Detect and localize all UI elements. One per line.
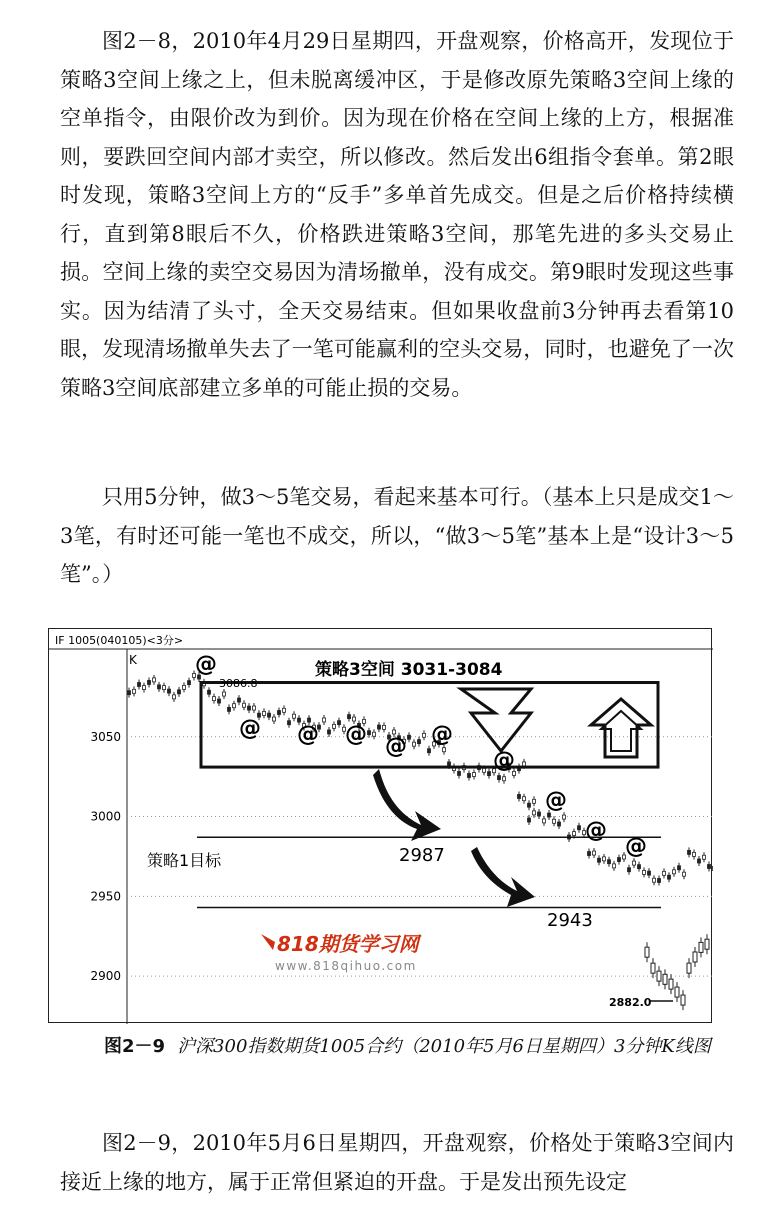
paragraph-3: 图2－9，2010年5月6日星期四，开盘观察，价格处于策略3空间内接近上缘的地方，属于正常但紧迫的开盘。于是发出预先设定 bbox=[60, 1131, 734, 1194]
candle-body bbox=[645, 947, 649, 957]
figure-caption bbox=[60, 1030, 740, 1064]
candle-body bbox=[538, 812, 541, 816]
candle-body bbox=[703, 855, 706, 859]
order-marker: @ bbox=[345, 722, 367, 747]
y-tick-label: 2900 bbox=[90, 969, 121, 984]
candle-body bbox=[218, 699, 221, 703]
candle-body bbox=[138, 682, 141, 686]
candle-body bbox=[148, 680, 151, 684]
candle-body bbox=[153, 678, 156, 682]
paragraph-1: 图2－8，2010年4月29日星期四，开盘观察，价格高开，发现位于策略3空间上缘之上，但未脱离缓冲区，于是修改原先策略3空间上缘的空单指令，由限价改为到价。因为现在价格在空间上缘的上方，根据准则，要跌回空间内部才卖空，所以修改。然后发出6组指令套单。第2眼时发现，策略3空间上方的“反手”多单首先成交。但是之后价格持续横行，直到第8眼后不久，价格跌进策略3空间，那笔先进的多头交易止损。空间上缘的卖空交易因为清场撤单，没有成交。第9眼时发现这些事实。因为结清了头寸，全天交易结束。但如果收盘前3分钟再去看第10眼，发现清场撤单失去了一笔可能赢利的空头交易，同时，也避免了一次策略3空间底部建立多单的可能止损的交易。 bbox=[60, 29, 734, 400]
candle-body bbox=[663, 871, 666, 875]
candle-body bbox=[705, 939, 709, 949]
candle-body bbox=[687, 963, 691, 973]
candle-body bbox=[133, 689, 136, 693]
candle-body bbox=[143, 686, 146, 690]
candle-body bbox=[228, 707, 231, 711]
candle-body bbox=[448, 762, 451, 766]
candle-body bbox=[163, 686, 166, 690]
order-marker: @ bbox=[493, 748, 515, 773]
candle-body bbox=[673, 870, 676, 874]
candle-body bbox=[293, 714, 296, 718]
target-label: 策略1目标 bbox=[147, 851, 222, 870]
candle-body bbox=[563, 815, 566, 819]
kline-chart-figure bbox=[48, 628, 712, 1023]
candle-body bbox=[483, 768, 486, 772]
level-2987-label: 2987 bbox=[399, 845, 445, 866]
order-marker: @ bbox=[625, 834, 647, 859]
candle-body bbox=[248, 706, 251, 710]
candle-body bbox=[588, 852, 591, 856]
candle-body bbox=[208, 690, 211, 694]
candle-body bbox=[263, 711, 266, 715]
curved-arrow-icon bbox=[373, 769, 441, 841]
candle-body bbox=[681, 995, 685, 1005]
candle-body bbox=[188, 681, 191, 685]
candle-body bbox=[713, 866, 714, 870]
candle-body bbox=[353, 717, 356, 721]
candle-body bbox=[578, 826, 581, 830]
candle-body bbox=[613, 864, 616, 868]
candle-body bbox=[158, 685, 161, 689]
candle-body bbox=[348, 715, 351, 719]
k-label: K bbox=[129, 653, 137, 667]
order-marker: @ bbox=[431, 722, 453, 747]
candle-body bbox=[468, 773, 471, 777]
order-marker: @ bbox=[195, 652, 217, 677]
candle-body bbox=[368, 731, 371, 735]
candle-body bbox=[328, 730, 331, 734]
watermark bbox=[261, 932, 423, 973]
candle-body bbox=[213, 697, 216, 701]
candle-body bbox=[708, 865, 711, 869]
candle-body bbox=[168, 689, 171, 693]
candle-body bbox=[413, 742, 416, 746]
candle-body bbox=[543, 819, 546, 823]
order-marker: @ bbox=[297, 722, 319, 747]
candle-body bbox=[338, 721, 341, 725]
kline-chart bbox=[49, 629, 713, 1024]
paragraph-2: 只用5分钟，做3～5笔交易，看起来基本可行。（基本上只是成交1～3笔，有时还可能一笔也不成交，所以，“做3～5笔”基本上是“设计3～5笔”。） bbox=[60, 485, 734, 586]
candle-body bbox=[378, 725, 381, 729]
candle-body bbox=[183, 685, 186, 689]
candle-body bbox=[333, 724, 336, 728]
candle-body bbox=[373, 732, 376, 736]
caption-number: 图2－9 bbox=[104, 1036, 166, 1057]
candle-body bbox=[603, 857, 606, 861]
candle-body bbox=[128, 691, 131, 695]
candle-body bbox=[523, 762, 526, 766]
candle-body bbox=[473, 773, 476, 777]
watermark-url: www.818qihuo.com bbox=[275, 959, 417, 973]
candle-body bbox=[633, 861, 636, 865]
candle-body bbox=[458, 771, 461, 775]
candle-body bbox=[423, 733, 426, 737]
candle-body bbox=[668, 875, 671, 879]
candle-body bbox=[278, 711, 281, 715]
candle-body bbox=[678, 866, 681, 870]
candle-body bbox=[178, 690, 181, 694]
candle-body bbox=[669, 979, 673, 989]
level-2943-label: 2943 bbox=[547, 910, 593, 931]
candle-body bbox=[553, 819, 556, 823]
candle-body bbox=[323, 718, 326, 722]
zone-label: 策略3空间 3031-3084 bbox=[315, 660, 503, 680]
order-marker: @ bbox=[239, 716, 261, 741]
candle-body bbox=[618, 858, 621, 862]
candle-body bbox=[418, 740, 421, 744]
up-arrow-icon bbox=[591, 699, 651, 757]
order-marker: @ bbox=[385, 734, 407, 759]
candle-body bbox=[693, 852, 696, 856]
y-tick-label: 2950 bbox=[90, 889, 121, 904]
candle-body bbox=[573, 832, 576, 836]
y-tick-label: 3000 bbox=[90, 809, 121, 824]
candle-body bbox=[683, 872, 686, 876]
order-marker: @ bbox=[585, 818, 607, 843]
candle-body bbox=[698, 859, 701, 863]
caption-text: 沪深300指数期货1005合约（2010年5月6日星期四）3分钟K线图 bbox=[177, 1036, 711, 1057]
candle-body bbox=[273, 717, 276, 721]
watermark-text: 818期货学习网 bbox=[277, 932, 419, 956]
candle-body bbox=[523, 797, 526, 801]
candle-body bbox=[688, 850, 691, 854]
candle-body bbox=[383, 725, 386, 729]
watermark-logo-icon bbox=[261, 934, 275, 950]
candle-body bbox=[268, 713, 271, 717]
candle-body bbox=[653, 878, 656, 882]
candle-body bbox=[503, 777, 506, 781]
low-label: 2882.0 bbox=[609, 996, 652, 1009]
candle-body bbox=[238, 698, 241, 702]
candle-body bbox=[651, 963, 655, 973]
candle-body bbox=[498, 776, 501, 780]
candle-body bbox=[283, 708, 286, 712]
order-marker: @ bbox=[545, 788, 567, 813]
candle-body bbox=[593, 851, 596, 855]
y-tick-label: 3050 bbox=[90, 729, 121, 744]
candle-body bbox=[428, 749, 431, 753]
candle-body bbox=[533, 811, 536, 815]
candle-body bbox=[408, 735, 411, 739]
high-label: 3086.8 bbox=[219, 677, 258, 690]
curved-arrow-icon bbox=[471, 847, 535, 907]
chart-header: IF 1005(040105)<3分> bbox=[55, 634, 184, 647]
candle-body bbox=[518, 794, 521, 798]
candle-body bbox=[243, 703, 246, 707]
candle-body bbox=[548, 813, 551, 817]
candle-body bbox=[699, 942, 703, 952]
candle-body bbox=[693, 952, 697, 962]
candle-body bbox=[638, 865, 641, 869]
y-axis-ticks bbox=[90, 730, 121, 983]
candle-body bbox=[223, 692, 226, 696]
candle-body bbox=[658, 878, 661, 882]
candle-body bbox=[598, 858, 601, 862]
candle-body bbox=[533, 799, 536, 803]
candle-body bbox=[643, 870, 646, 874]
candle-body bbox=[608, 860, 611, 864]
candle-body bbox=[657, 971, 661, 981]
candle-body bbox=[528, 803, 531, 807]
candle-body bbox=[253, 706, 256, 710]
candle-body bbox=[628, 868, 631, 872]
down-arrow-icon bbox=[461, 689, 531, 751]
candle-body bbox=[488, 772, 491, 776]
candle-body bbox=[173, 695, 176, 699]
candle-body bbox=[663, 974, 667, 984]
candle-body bbox=[648, 871, 651, 875]
candle-body bbox=[288, 721, 291, 725]
candle-body bbox=[675, 987, 679, 997]
candle-body bbox=[233, 704, 236, 708]
candle-body bbox=[528, 818, 531, 822]
candle-body bbox=[558, 822, 561, 826]
candle-body bbox=[443, 748, 446, 752]
